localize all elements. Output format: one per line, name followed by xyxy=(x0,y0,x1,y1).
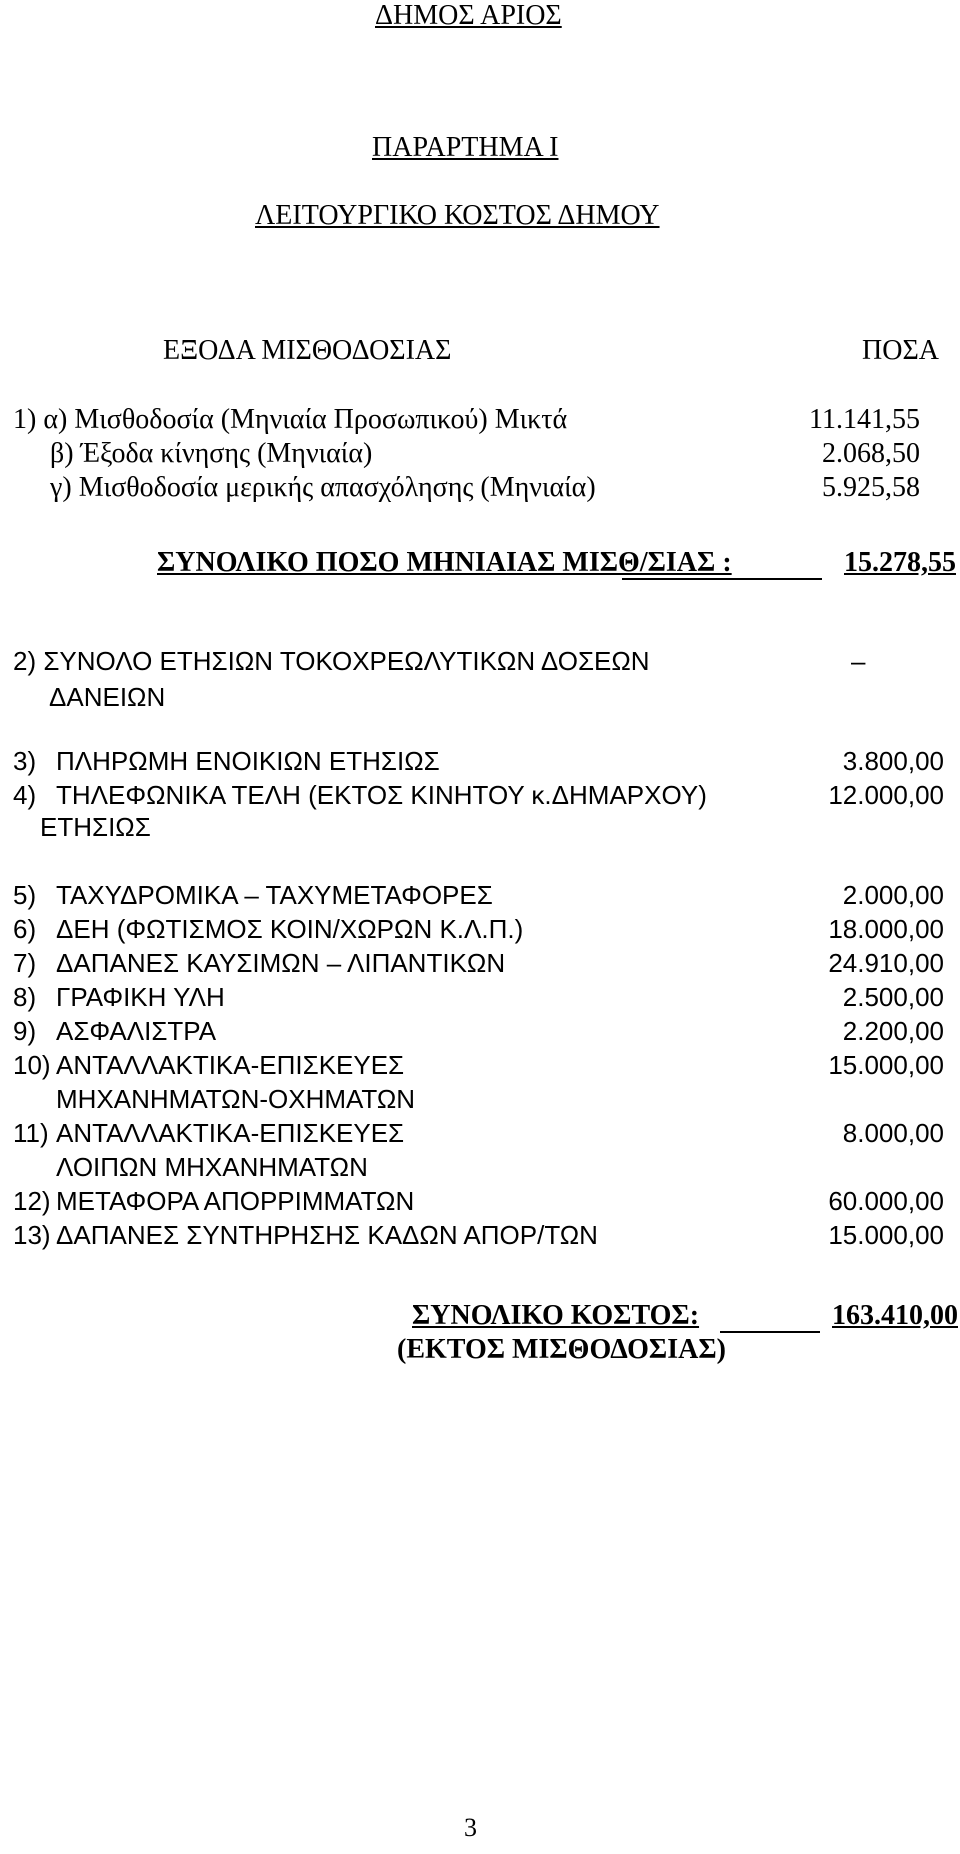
item-amount: 2.500,00 xyxy=(842,982,944,1012)
grand-total-note: (ΕΚΤΟΣ ΜΙΣΘΟΔΟΣΙΑΣ) xyxy=(397,1334,726,1365)
payroll-column-header: ΕΞΟΔΑ ΜΙΣΘΟΔΟΣΙΑΣ xyxy=(163,335,452,366)
item-amount: 60.000,00 xyxy=(828,1186,944,1216)
amount-column-header: ΠΟΣΑ xyxy=(862,335,939,366)
item-label: ΑΝΤΑΛΛΑΚΤΙΚΑ-ΕΠΙΣΚΕΥΕΣ xyxy=(56,1118,405,1148)
payroll-total-underline xyxy=(622,578,822,580)
payroll-row-label: 1) α) Μισθοδοσία (Μηνιαία Προσωπικού) Μικτά xyxy=(13,404,568,435)
item-label: ΜΕΤΑΦΟΡΑ ΑΠΟΡΡΙΜΜΑΤΩΝ xyxy=(56,1186,415,1216)
item-number: 11) xyxy=(13,1118,49,1148)
item-number: 7) xyxy=(13,948,37,978)
item-label: ΔΕΗ (ΦΩΤΙΣΜΟΣ ΚΟΙΝ/ΧΩΡΩΝ Κ.Λ.Π.) xyxy=(56,914,524,944)
item-amount: 15.000,00 xyxy=(828,1220,944,1250)
item-number: 9) xyxy=(13,1016,37,1046)
loans-amount: – xyxy=(851,646,866,676)
item-amount: 24.910,00 xyxy=(828,948,944,978)
item-number: 12) xyxy=(13,1186,51,1216)
item-label: ΔΑΠΑΝΕΣ ΚΑΥΣΙΜΩΝ – ΛΙΠΑΝΤΙΚΩΝ xyxy=(56,948,506,978)
item-label: ΔΑΠΑΝΕΣ ΣΥΝΤΗΡΗΣΗΣ ΚΑΔΩΝ ΑΠΟΡ/ΤΩΝ xyxy=(56,1220,598,1250)
item-number: 13) xyxy=(13,1220,51,1250)
item-label: ΤΗΛΕΦΩΝΙΚΑ ΤΕΛΗ (ΕΚΤΟΣ ΚΙΝΗΤΟΥ κ.ΔΗΜΑΡΧΟΥ) xyxy=(56,780,707,810)
item-number: 10) xyxy=(13,1050,51,1080)
payroll-total-amount: 15.278,55 xyxy=(844,547,956,578)
item-amount: 3.800,00 xyxy=(842,746,944,776)
loans-label: 2) ΣΥΝΟΛΟ ΕΤΗΣΙΩΝ ΤΟΚΟΧΡΕΩΛΥΤΙΚΩΝ ΔΟΣΕΩΝ xyxy=(13,646,650,676)
item-amount: 2.200,00 xyxy=(842,1016,944,1046)
item-number: 6) xyxy=(13,914,37,944)
item-number: 4) xyxy=(13,780,37,810)
item-label: ΓΡΑΦΙΚΗ ΥΛΗ xyxy=(56,982,225,1012)
item-label-continued: ΛΟΙΠΩΝ ΜΗΧΑΝΗΜΑΤΩΝ xyxy=(56,1152,368,1182)
item-amount: 18.000,00 xyxy=(828,914,944,944)
item-label: ΤΑΧΥΔΡΟΜΙΚΑ – ΤΑΧΥΜΕΤΑΦΟΡΕΣ xyxy=(56,880,493,910)
item-number: 3) xyxy=(13,746,37,776)
payroll-row-label: γ) Μισθοδοσία μερικής απασχόλησης (Μηνιαία) xyxy=(50,472,596,503)
item-amount: 15.000,00 xyxy=(828,1050,944,1080)
item-number: 8) xyxy=(13,982,37,1012)
item-amount: 2.000,00 xyxy=(842,880,944,910)
page-number: 3 xyxy=(464,1813,477,1842)
annex-heading: ΠΑΡΑΡΤΗΜΑ Ι xyxy=(372,132,559,163)
item-label-continued: ΜΗΧΑΝΗΜΑΤΩΝ-ΟΧΗΜΑΤΩΝ xyxy=(56,1084,416,1114)
item-amount: 8.000,00 xyxy=(842,1118,944,1148)
grand-total-amount: 163.410,00 xyxy=(832,1300,958,1331)
payroll-row-amount: 5.925,58 xyxy=(822,472,920,503)
page-title: ΛΕΙΤΟΥΡΓΙΚΟ ΚΟΣΤΟΣ ΔΗΜΟΥ xyxy=(255,200,660,231)
item-amount: 12.000,00 xyxy=(828,780,944,810)
grand-total-label: ΣΥΝΟΛΙΚΟ ΚΟΣΤΟΣ: xyxy=(412,1300,700,1331)
loans-label-continued: ΔΑΝΕΙΩΝ xyxy=(49,682,166,712)
item-label: ΑΝΤΑΛΛΑΚΤΙΚΑ-ΕΠΙΣΚΕΥΕΣ xyxy=(56,1050,405,1080)
payroll-total-label: ΣΥΝΟΛΙΚΟ ΠΟΣΟ ΜΗΝΙΑΙΑΣ ΜΙΣΘ/ΣΙΑΣ : xyxy=(157,547,732,578)
item-label: ΠΛΗΡΩΜΗ ΕΝΟΙΚΙΩΝ ΕΤΗΣΙΩΣ xyxy=(56,746,440,776)
item-label-continued: ΕΤΗΣΙΩΣ xyxy=(40,812,151,842)
municipality-heading: ΔΗΜΟΣ ΑΡΙΟΣ xyxy=(375,0,562,31)
grand-total-underline xyxy=(720,1331,820,1333)
payroll-row-amount: 2.068,50 xyxy=(822,438,920,469)
payroll-row-label: β) Έξοδα κίνησης (Μηνιαία) xyxy=(50,438,373,469)
item-label: ΑΣΦΑΛΙΣΤΡΑ xyxy=(56,1016,217,1046)
payroll-row-amount: 11.141,55 xyxy=(809,404,920,435)
item-number: 5) xyxy=(13,880,37,910)
